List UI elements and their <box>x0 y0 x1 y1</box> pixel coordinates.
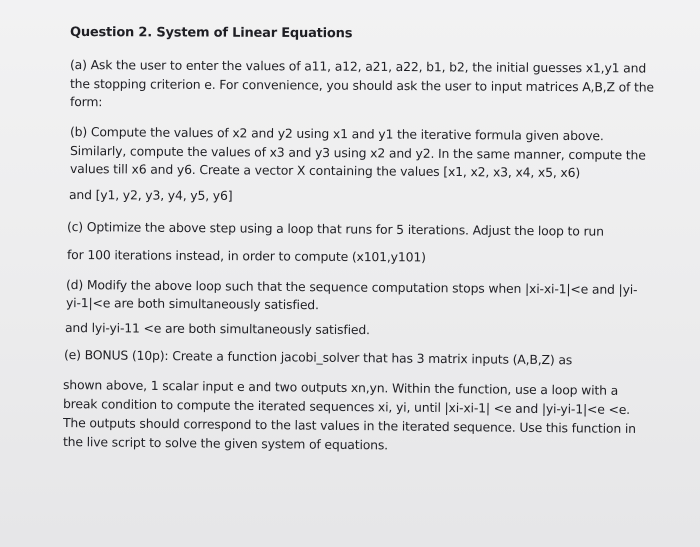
part-a-line-1: (a) Ask the user to enter the values of a11, a12, a21, a22, b1, b2, the initial guesses x1,y1 and <box>69 57 647 76</box>
part-d-line-1: (d) Modify the above loop such that the sequence computation stops when |xi-xi-1|<e and |yi- <box>65 277 638 297</box>
part-e-line-3: break condition to compute the iterated sequences xi, yi, until |xi-xi-1| <e and |yi-yi-1|<e <e. <box>62 396 631 417</box>
part-b-line-1: (b) Compute the values of x2 and y2 using x1 and y1 the iterative formula given above. <box>69 124 604 144</box>
part-e-line-5: the live script to solve the given system of equations. <box>62 434 389 453</box>
part-d-line-2: yi-1|<e are both simultaneously satisfied. <box>65 295 319 313</box>
part-c-line-1: (c) Optimize the above step using a loop that runs for 5 iterations. Adjust the loop to run <box>66 219 604 239</box>
part-b-line-2: Similarly, compute the values of x3 and y3 using x2 and y2. In the same manner, compute the <box>69 143 646 163</box>
part-a-line-2: the stopping criterion e. For convenience, you should ask the user to input matrices A,B,Z of the <box>69 76 654 95</box>
part-e-line-4: The outputs should correspond to the last values in the iterated sequence. Use this function in <box>62 415 636 436</box>
part-e-line-1: (e) BONUS (10p): Create a function jacobi_solver that has 3 matrix inputs (A,B,Z) as <box>63 347 573 368</box>
part-b-line-4: and [y1, y2, y3, y4, y5, y6] <box>68 187 233 203</box>
question-title: Question 2. System of Linear Equations <box>69 25 353 42</box>
part-d-line-3: and lyi-yi-11 <e are both simultaneously satisfied. <box>64 320 370 338</box>
part-e-line-2: shown above, 1 scalar input e and two outputs xn,yn. Within the function, use a loop with a <box>62 377 619 398</box>
part-c-line-2: for 100 iterations instead, in order to compute (x101,y101) <box>66 247 426 265</box>
part-b-line-3: values till x6 and y6. Create a vector X containing the values [x1, x2, x3, x4, x5, x6) <box>69 161 581 181</box>
part-a-line-3: form: <box>69 94 103 110</box>
